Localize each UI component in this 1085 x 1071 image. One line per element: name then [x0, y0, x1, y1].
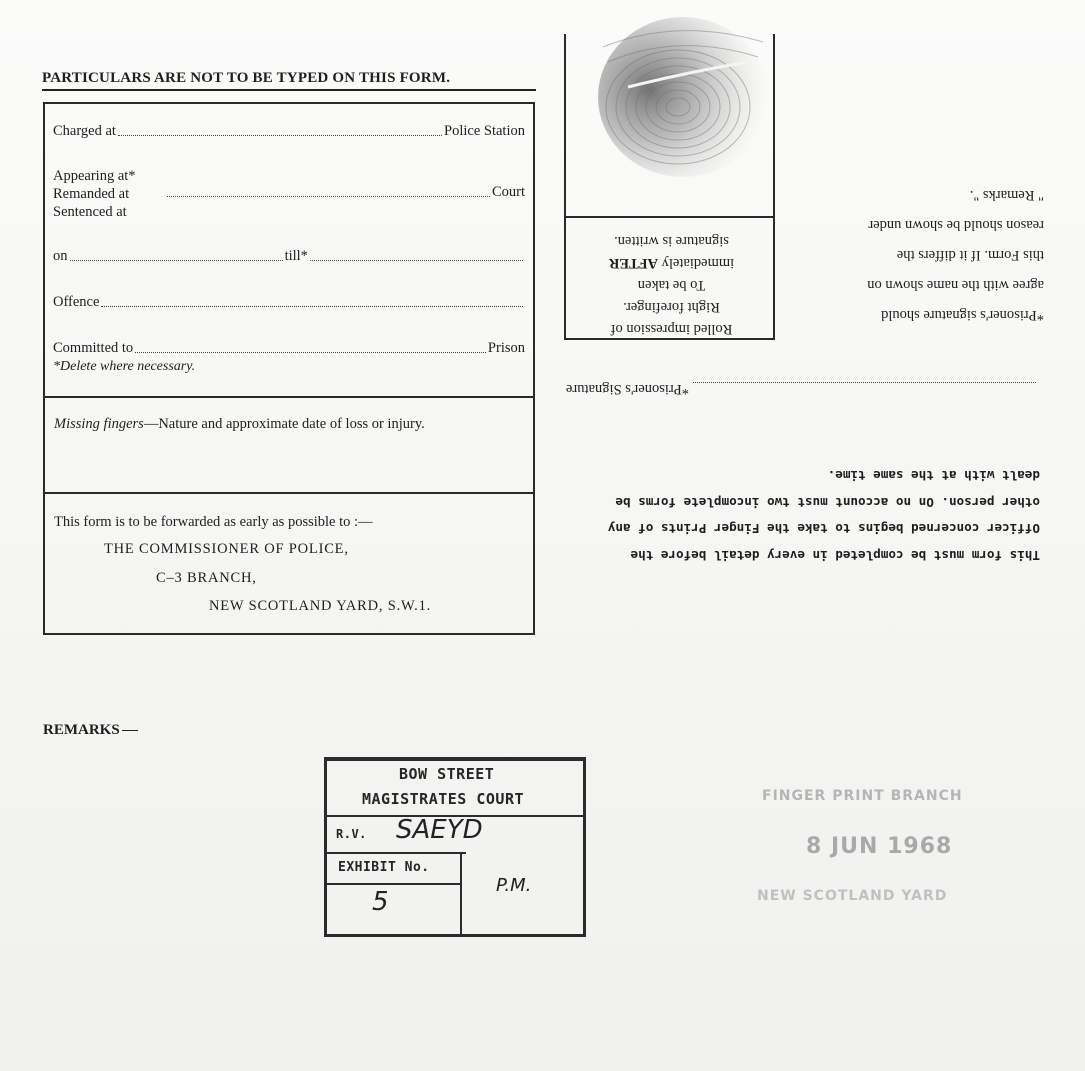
fp-line-3: To be taken [637, 277, 706, 293]
on-date-field[interactable] [70, 259, 283, 261]
divider-2 [45, 492, 533, 494]
stamp-exhibit-number: 5 [372, 887, 389, 917]
court-exhibit-stamp [324, 757, 586, 937]
fp-line-2: Right forefinger. [623, 299, 720, 315]
remark-line-1: *Prisoner's signature should [881, 307, 1044, 323]
address-line-1: THE COMMISSIONER OF POLICE, [104, 541, 349, 557]
stamp-initials: P.M. [496, 875, 532, 896]
charged-at-row [53, 122, 525, 140]
completion-warning [562, 462, 1040, 568]
offence-label: Offence [53, 294, 100, 310]
sentenced-at-label: Sentenced at [53, 204, 127, 220]
fingerprint-box [564, 34, 775, 340]
warning-line-4: dealt with at the same time. [827, 468, 1040, 484]
court-field[interactable] [167, 195, 490, 197]
particulars-box [43, 102, 535, 635]
fingerprint-impression [588, 12, 772, 182]
fp-line-5: signature is written. [614, 233, 729, 249]
charged-at-field[interactable] [118, 134, 442, 136]
remanded-at-label: Remanded at [53, 186, 130, 202]
stamp-vertical-divider [460, 852, 462, 937]
remark-line-5: " Remarks ". [969, 187, 1044, 203]
warning-line-2: Officer concerned begins to take the Finger Prints of any [607, 521, 1040, 537]
on-label: on [53, 248, 68, 264]
remarks-label: REMARKS [43, 722, 120, 738]
missing-fingers-text [54, 416, 425, 433]
dates-row [53, 247, 525, 265]
missing-fingers-label: Missing fingers [54, 416, 144, 432]
offence-field[interactable] [101, 305, 523, 307]
address-line-3: NEW SCOTLAND YARD, S.W.1. [209, 598, 432, 614]
stamp-case-name: SAEYD [396, 815, 483, 845]
faded-stamp-line-1: FINGER PRINT BRANCH [762, 788, 963, 804]
signature-remarks-note [794, 180, 1044, 330]
remark-line-2: agree with the name shown on [867, 277, 1044, 293]
stamp-rv-label: R.V. [336, 827, 367, 841]
till-date-field[interactable] [310, 259, 523, 261]
prisoner-signature-label: *Prisoner's Signature [566, 381, 690, 397]
stamp-exhibit-label: EXHIBIT No. [338, 860, 430, 875]
divider-1 [45, 396, 533, 398]
court-row [165, 183, 525, 201]
stamp-court-line-2: MAGISTRATES COURT [362, 790, 525, 808]
delete-note: *Delete where necessary. [53, 359, 196, 374]
stamp-court-line-1: BOW STREET [399, 765, 495, 783]
forward-intro: This form is to be forwarded as early as possible to :— [54, 514, 373, 530]
faded-stamp-line-3: NEW SCOTLAND YARD [757, 888, 948, 904]
police-station-label: Police Station [444, 123, 525, 139]
form-heading: PARTICULARS ARE NOT TO BE TYPED ON THIS FORM. [42, 70, 536, 91]
warning-line-3: other person. On no account must two incomplete forms be [615, 495, 1040, 510]
fp-line-4a: immediately [661, 255, 735, 271]
appearing-at-label: Appearing at* [53, 168, 136, 184]
fp-line-1: Rolled impression of [610, 321, 733, 337]
faded-stamp-date: 8 JUN 1968 [806, 834, 953, 859]
fp-line-4 [580, 252, 763, 274]
committed-row [53, 339, 525, 357]
till-label: till* [284, 248, 308, 264]
stamp-line-3 [324, 883, 462, 885]
stamp-frame [324, 757, 586, 937]
court-label: Court [491, 184, 525, 200]
stamp-line-2 [324, 852, 466, 854]
prisoner-signature-row [566, 378, 1036, 400]
remarks-dash [122, 730, 138, 731]
remark-line-4: reason should be shown under [868, 217, 1044, 233]
prison-label: Prison [487, 340, 525, 356]
prisoner-signature-field[interactable] [693, 382, 1036, 384]
appearing-remanded-sentenced [53, 167, 136, 221]
address-line-2: C–3 BRANCH, [156, 570, 257, 586]
fingerprint-separator [566, 216, 773, 218]
offence-row [53, 293, 525, 311]
remarks-heading [43, 722, 138, 739]
missing-fingers-desc: —Nature and approximate date of loss or injury. [143, 416, 425, 432]
fp-after: AFTER [608, 255, 659, 271]
committed-to-label: Committed to [53, 340, 134, 356]
warning-line-1: This form must be completed in every detail before the [630, 548, 1040, 563]
charged-at-label: Charged at [53, 123, 116, 139]
remark-line-3: this Form. If it differs the [896, 247, 1044, 263]
committed-to-field[interactable] [135, 351, 486, 353]
fingerprint-instructions [580, 230, 763, 340]
